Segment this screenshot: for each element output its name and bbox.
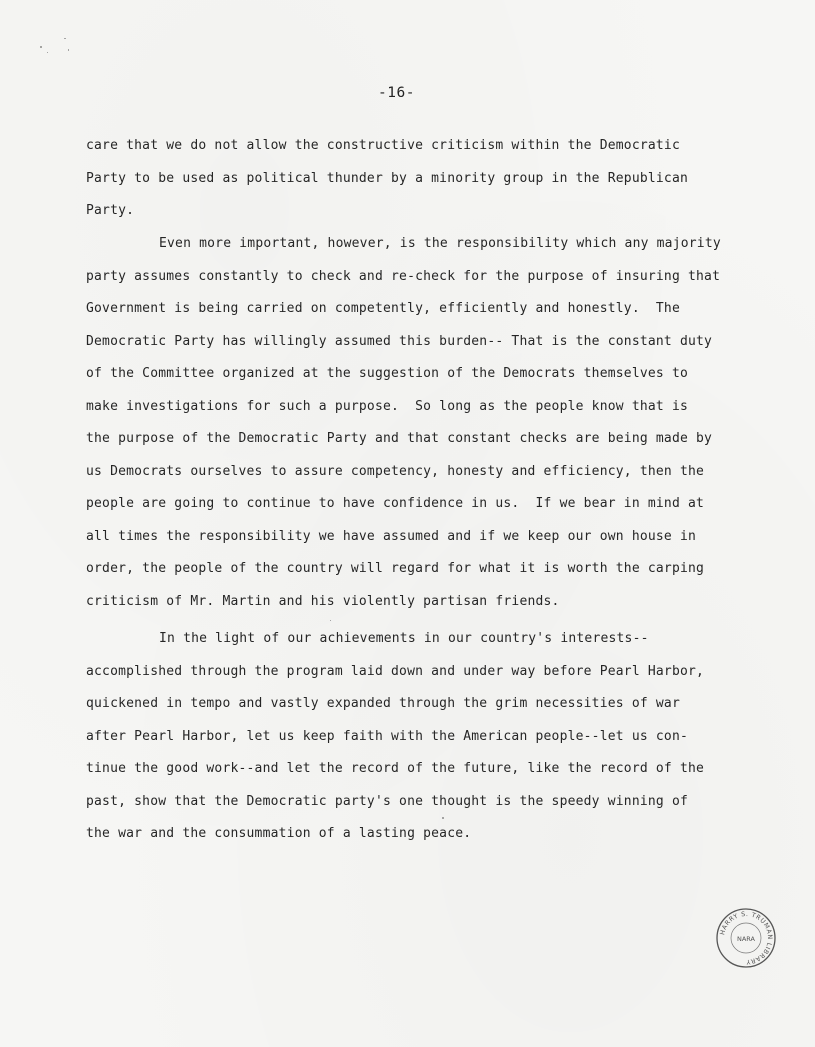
text-line: Even more important, however, is the responsibility which any majority xyxy=(159,236,721,251)
text-line: Party. xyxy=(86,203,135,218)
text-line: Democratic Party has willingly assumed this burden-- That is the constant duty xyxy=(86,333,713,349)
truman-library-stamp xyxy=(715,907,777,969)
text-line: Party to be used as political thunder by a minority group in the Republican xyxy=(86,170,688,186)
text-line: criticism of Mr. Martin and his violently partisan friends. xyxy=(86,593,560,609)
text-line: after Pearl Harbor, let us keep faith with the American people--let us con- xyxy=(86,728,688,744)
text-line: all times the responsibility we have assumed and if we keep our own house in xyxy=(86,528,697,544)
text-line: people are going to continue to have confidence in us. If we bear in mind at xyxy=(86,496,705,511)
paragraph-3 xyxy=(86,623,766,851)
text-line: of the Committee organized at the suggestion of the Democrats themselves to xyxy=(86,366,688,381)
text-line: In the light of our achievements in our country's interests-- xyxy=(159,631,649,646)
paragraph-1 xyxy=(86,130,766,228)
paragraph-2 xyxy=(86,228,766,618)
svg-text:HARRY S. TRUMAN LIBRARY: HARRY S. TRUMAN LIBRARY xyxy=(719,910,774,966)
text-line: party assumes constantly to check and re-check for the purpose of insuring that xyxy=(86,268,721,284)
text-line: accomplished through the program laid down and under way before Pearl Harbor, xyxy=(86,663,705,679)
text-line: past, show that the Democratic party's one thought is the speedy winning of xyxy=(86,793,688,809)
text-line: quickened in tempo and vastly expanded through the grim necessities of war xyxy=(86,696,680,711)
svg-text:NARA: NARA xyxy=(736,935,756,943)
text-line: us Democrats ourselves to assure competency, honesty and efficiency, then the xyxy=(86,463,705,479)
page-number: -16- xyxy=(378,85,415,101)
text-line: the war and the consummation of a lasting peace. xyxy=(86,826,472,841)
library-seal-icon xyxy=(715,907,777,969)
text-line: tinue the good work--and let the record of the future, like the record of the xyxy=(86,761,705,776)
text-line: order, the people of the country will regard for what it is worth the carping xyxy=(86,561,705,576)
text-line: the purpose of the Democratic Party and that constant checks are being made by xyxy=(86,431,713,446)
text-line: care that we do not allow the constructive criticism within the Democratic xyxy=(86,138,680,153)
text-line: make investigations for such a purpose. So long as the people know that is xyxy=(86,398,688,414)
text-line: Government is being carried on competently, efficiently and honestly. The xyxy=(86,301,680,316)
